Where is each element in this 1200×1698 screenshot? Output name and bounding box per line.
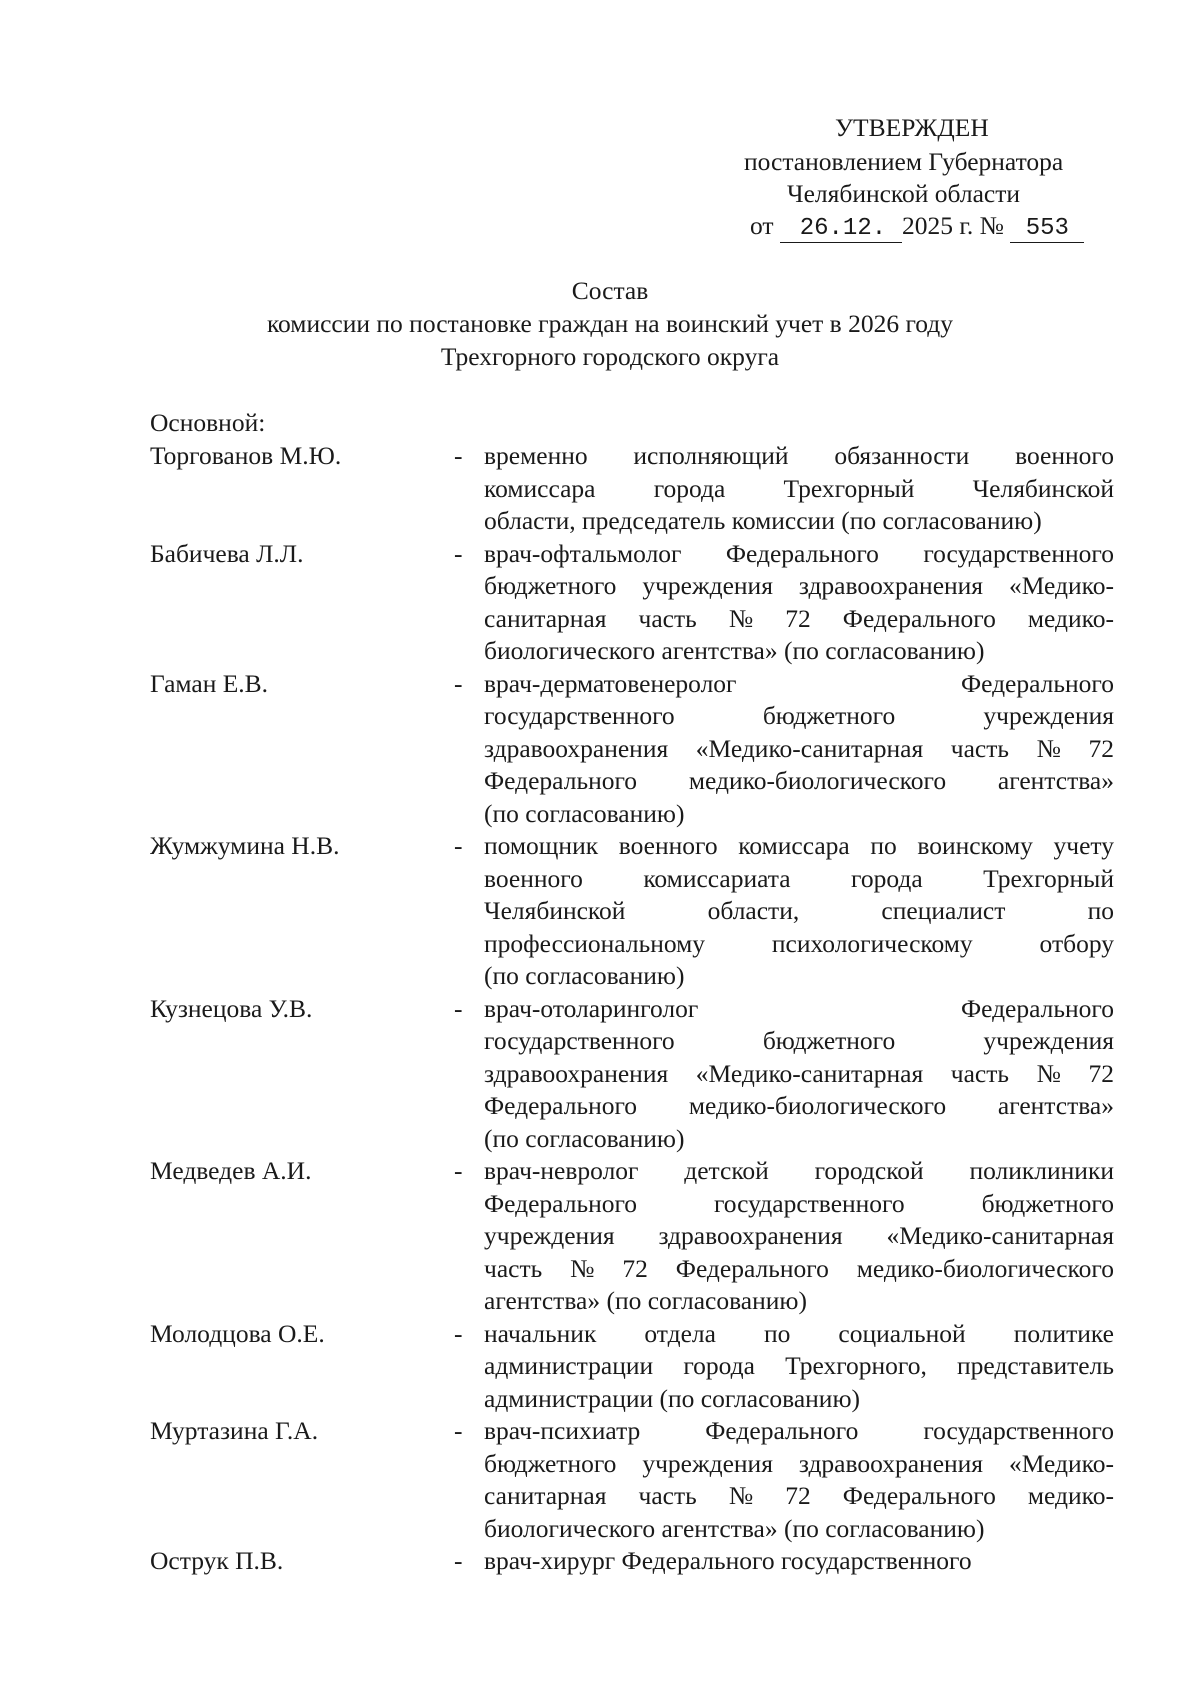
member-name: Бабичева Л.Л. <box>150 538 304 568</box>
member-description-line: начальник отдела по социальной политике <box>484 1318 1114 1348</box>
member-description <box>484 993 1114 1156</box>
member-dash: - <box>454 538 463 568</box>
member-description-line: врач-офтальмолог Федерального государственного <box>484 538 1114 568</box>
member-description-line: учреждения здравоохранения «Медико-санитарная <box>484 1221 1114 1250</box>
member-description-line: комиссара города Трехгорный Челябинской <box>484 473 1114 503</box>
member-dash: - <box>454 1156 463 1185</box>
member-description-line: санитарная часть № 72 Федерального медико- <box>484 1481 1114 1510</box>
member-name: Молодцова О.Е. <box>150 1318 325 1348</box>
member-row <box>150 668 1140 831</box>
member-description-line: (по согласованию) <box>484 1123 685 1153</box>
approval-date-prefix: от <box>750 211 774 240</box>
member-description-line: военного комиссариата города Трехгорный <box>484 863 1114 893</box>
member-name: Торгованов М.Ю. <box>150 441 342 470</box>
member-dash: - <box>454 993 463 1023</box>
member-description-line: (по согласованию) <box>484 961 685 990</box>
member-row <box>150 1545 1140 1578</box>
approval-line-2: Челябинской области <box>787 179 1021 208</box>
member-row <box>150 993 1140 1156</box>
member-description-line: биологического агентства» (по согласованию) <box>484 1513 985 1543</box>
member-description-line: врач-отоларинголог Федерального <box>484 993 1114 1023</box>
member-description-line: Челябинской области, специалист по <box>484 896 1114 925</box>
member-description-line: бюджетного учреждения здравоохранения «Медико- <box>484 1448 1114 1478</box>
approval-number: 553 <box>1010 216 1084 243</box>
member-description <box>484 440 1114 538</box>
member-dash: - <box>454 1416 463 1445</box>
member-description-line: агентства» (по согласованию) <box>484 1286 807 1315</box>
member-name: Гаман Е.В. <box>150 668 269 698</box>
member-row <box>150 830 1140 993</box>
member-description-line: биологического агентства» (по согласованию) <box>484 636 985 665</box>
member-name: Муртазина Г.А. <box>150 1416 319 1445</box>
member-dash: - <box>454 1546 463 1575</box>
member-description-line: здравоохранения «Медико-санитарная часть № 72 <box>484 1058 1114 1088</box>
member-description-line: врач-дерматовенеролог Федерального <box>484 668 1114 698</box>
approval-title: УТВЕРЖДЕН <box>835 113 989 142</box>
member-description-line: врач-психиатр Федерального государственного <box>484 1416 1114 1445</box>
member-row <box>150 1318 1140 1416</box>
member-description-line: Федерального медико-биологического агентства» <box>484 766 1114 795</box>
member-description-line: врач-невролог детской городской поликлиники <box>484 1156 1114 1185</box>
member-description-line: области, председатель комиссии (по согласованию) <box>484 506 1042 535</box>
member-dash: - <box>454 668 463 698</box>
member-description <box>484 1545 1114 1578</box>
member-dash: - <box>454 441 463 470</box>
member-description <box>484 538 1114 668</box>
heading-subtitle: комиссии по постановке граждан на воинский учет в 2026 году <box>266 309 954 338</box>
member-name: Кузнецова У.В. <box>150 993 313 1023</box>
member-row <box>150 1155 1140 1318</box>
heading-title: Состав <box>571 276 649 305</box>
member-description-line: Федерального государственного бюджетного <box>484 1188 1114 1218</box>
member-name: Жумжумина Н.В. <box>150 831 340 860</box>
member-row <box>150 440 1140 538</box>
member-description <box>484 1318 1114 1416</box>
member-description-line: Федерального медико-биологического агентства» <box>484 1091 1114 1120</box>
member-description-line: (по согласованию) <box>484 798 685 828</box>
approval-date: 26.12. <box>780 216 902 243</box>
member-description-line: бюджетного учреждения здравоохранения «Медико- <box>484 571 1114 600</box>
member-name: Острук П.В. <box>150 1546 284 1575</box>
section-title: Основной: <box>150 408 266 437</box>
member-description <box>484 1155 1114 1318</box>
approval-line-1: постановлением Губернатора <box>744 147 1064 176</box>
member-description-line: врач-хирург Федерального государственного <box>484 1546 972 1575</box>
member-description-line: профессиональному психологическому отбору <box>484 928 1114 958</box>
member-row <box>150 1415 1140 1545</box>
member-description-line: помощник военного комиссара по воинскому учету <box>484 831 1114 860</box>
member-description-line: администрации (по согласованию) <box>484 1383 860 1413</box>
member-description-line: часть № 72 Федерального медико-биологического <box>484 1253 1114 1283</box>
approval-year-suffix: 2025 г. № <box>901 211 1004 240</box>
member-description-line: администрации города Трехгорного, представитель <box>484 1351 1114 1380</box>
member-row <box>150 538 1140 668</box>
member-description <box>484 830 1114 993</box>
member-description-line: санитарная часть № 72 Федерального медико- <box>484 603 1114 633</box>
member-description-line: государственного бюджетного учреждения <box>484 1026 1114 1055</box>
member-description-line: государственного бюджетного учреждения <box>484 701 1114 730</box>
member-name: Медведев А.И. <box>150 1156 312 1185</box>
member-dash: - <box>454 1318 463 1348</box>
approval-date-line <box>750 210 1084 243</box>
members-list <box>150 440 1140 1578</box>
member-description <box>484 668 1114 831</box>
member-description-line: временно исполняющий обязанности военного <box>484 441 1114 470</box>
member-description-line: здравоохранения «Медико-санитарная часть № 72 <box>484 733 1114 763</box>
member-description <box>484 1415 1114 1545</box>
heading-district: Трехгорного городского округа <box>440 342 780 371</box>
member-dash: - <box>454 831 463 860</box>
